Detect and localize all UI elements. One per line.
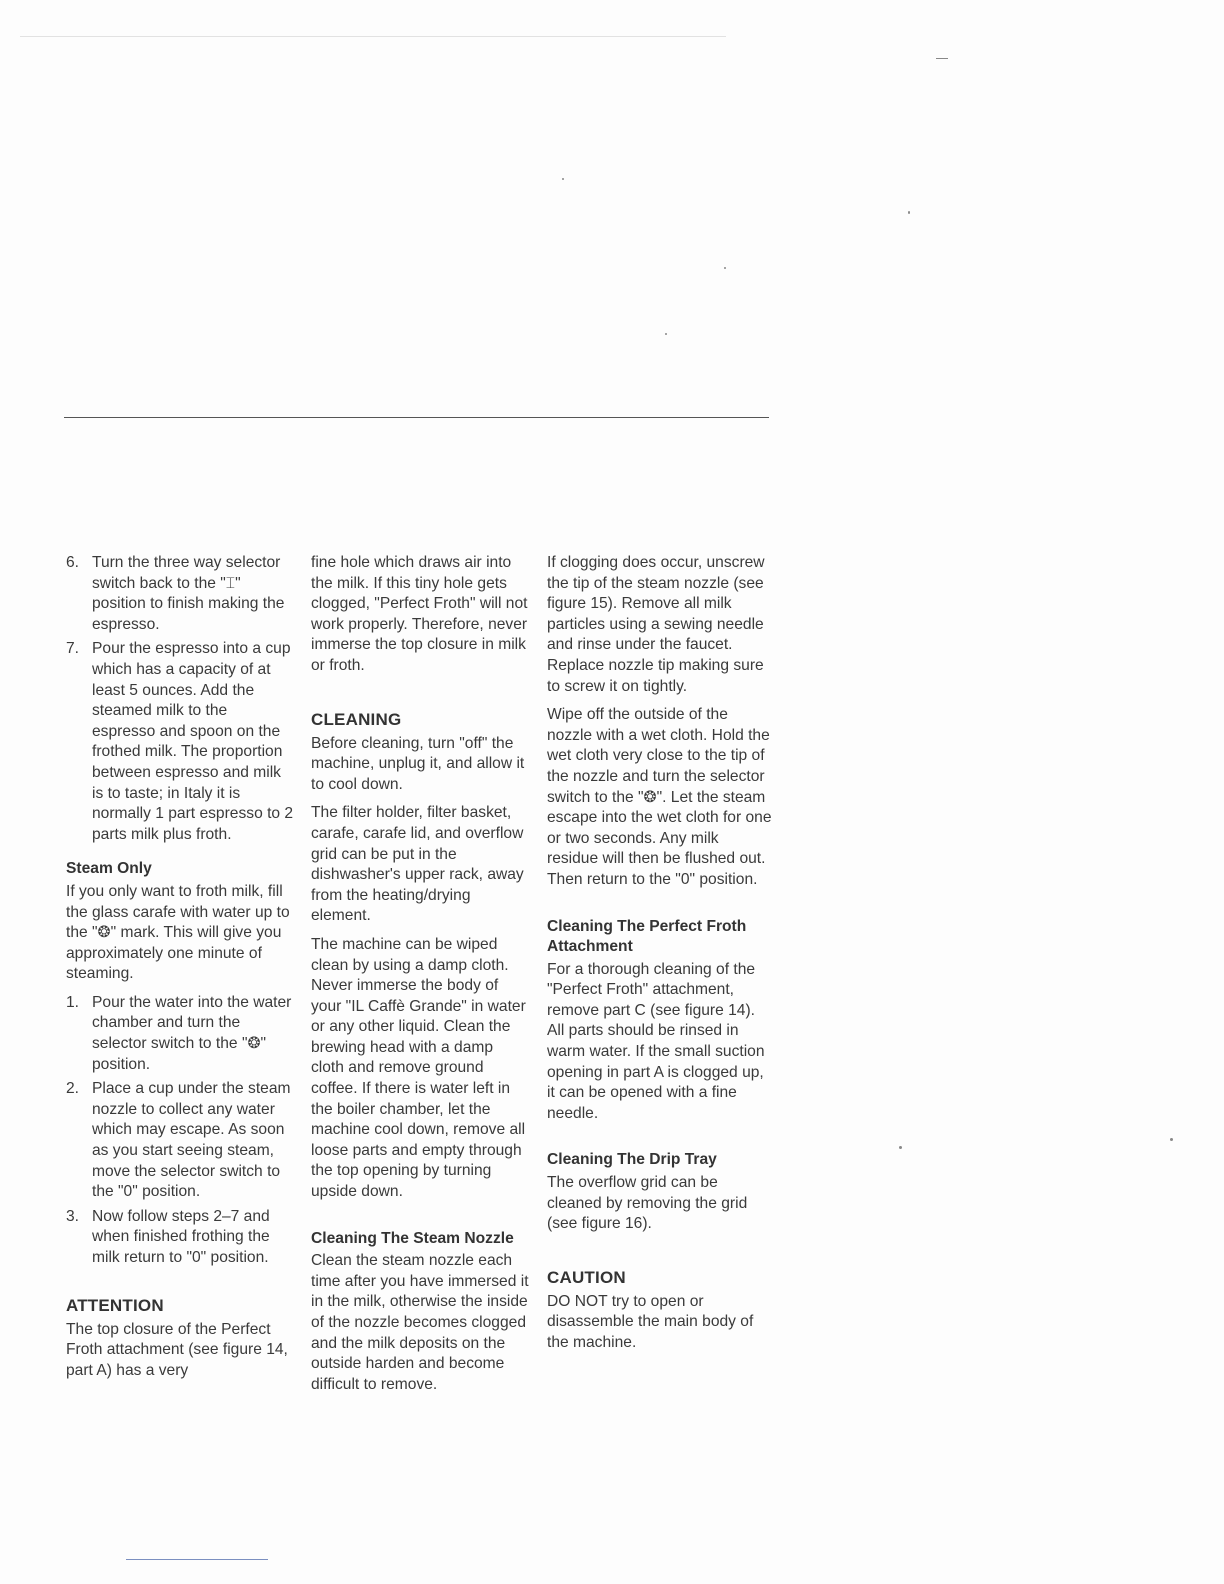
step-number: 6. bbox=[66, 554, 80, 571]
cleaning-paragraph: The filter holder, filter basket, carafe, carafe lid, and overflow grid can be put in the dishwasher's upper rack, away from the heating/drying element. bbox=[311, 804, 524, 925]
caution-text: DO NOT try to open or disassemble the main body of the machine. bbox=[547, 1292, 754, 1351]
list-item bbox=[66, 553, 294, 635]
steam-nozzle-heading: Cleaning The Steam Nozzle bbox=[311, 1229, 514, 1247]
step-text: Pour the espresso into a cup which has a capacity of at least 5 ounces. Add the steamed milk to the espresso and spoon on the frothed milk. The proportion between espresso and milk is to taste; in Italy it is normally 1 part espresso to 2 parts milk plus froth. bbox=[92, 640, 294, 843]
step-number: 2. bbox=[66, 1080, 80, 1098]
scan-speck bbox=[724, 267, 726, 269]
cleaning-paragraph: The machine can be wiped clean by using a damp cloth. Never immerse the body of your "IL Caffè Grande" in water or any other liquid. Clean the brewing head with a damp cloth and remove ground coffee. If there is water left in the boiler chamber, let the machine cool down, remove all loose parts and empty through the top opening by turning upside down. bbox=[311, 935, 526, 1201]
scan-speck bbox=[908, 211, 910, 214]
clogging-text: If clogging does occur, unscrew the tip of the steam nozzle (see figure 15). Remove all milk particles using a sewing needle and rinse under the faucet. Replace nozzle tip making sure to screw it on tightly. bbox=[547, 554, 765, 695]
step-number: 3. bbox=[66, 1207, 80, 1225]
steam-nozzle-text: Clean the steam nozzle each time after you have immersed it in the milk, otherwise the inside of the nozzle becomes clogged and the milk deposits on the outside harden and become difficult to remove. bbox=[311, 1252, 529, 1393]
steps-list bbox=[66, 553, 294, 845]
section-divider bbox=[64, 417, 769, 418]
step-number: 7. bbox=[66, 640, 80, 658]
step-text: Turn the three way selector switch back to the "⌶" position to finish making the espresso. bbox=[92, 554, 285, 633]
column-1 bbox=[66, 553, 294, 1389]
column-3 bbox=[547, 553, 773, 1362]
scan-artifact-line bbox=[20, 36, 726, 37]
steam-only-intro: If you only want to froth milk, fill the glass carafe with water up to the "❂" mark. This will give you approximately one minute of steaming. bbox=[66, 882, 290, 983]
caution-heading: CAUTION bbox=[547, 1267, 626, 1287]
list-item bbox=[66, 639, 294, 845]
list-item bbox=[66, 993, 294, 1075]
cleaning-heading: CLEANING bbox=[311, 709, 402, 729]
steam-only-heading: Steam Only bbox=[66, 860, 152, 878]
scan-artifact-line-bottom bbox=[126, 1559, 268, 1560]
perfect-froth-heading: Cleaning The Perfect Froth Attachment bbox=[547, 917, 747, 956]
continued-text: fine hole which draws air into the milk. If this tiny hole gets clogged, "Perfect Froth" will not work properly. Therefore, never immerse the top closure in milk or froth. bbox=[311, 554, 528, 674]
step-text: Place a cup under the steam nozzle to collect any water which may escape. As soon as you start seeing steam, move the selector switch to the "0" position. bbox=[92, 1080, 291, 1201]
drip-tray-heading: Cleaning The Drip Tray bbox=[547, 1151, 717, 1169]
column-2 bbox=[311, 553, 529, 1403]
wipe-text: Wipe off the outside of the nozzle with a wet cloth. Hold the wet cloth very close to the tip of the nozzle and turn the selector switch to the "❂". Let the steam escape into the wet cloth for one or two seconds. Any milk residue will then be flushed out. Then return to the "0" position. bbox=[547, 706, 772, 888]
steam-steps-list bbox=[66, 993, 294, 1269]
list-item bbox=[66, 1207, 294, 1269]
attention-text: The top closure of the Perfect Froth attachment (see figure 14, part A) has a very bbox=[66, 1320, 288, 1379]
step-text: Now follow steps 2–7 and when finished frothing the milk return to "0" position. bbox=[92, 1207, 270, 1266]
attention-heading: ATTENTION bbox=[66, 1295, 164, 1315]
scan-speck bbox=[899, 1146, 902, 1149]
drip-tray-text: The overflow grid can be cleaned by removing the grid (see figure 16). bbox=[547, 1174, 748, 1233]
perfect-froth-text: For a thorough cleaning of the "Perfect Froth" attachment, remove part C (see figure 14). All parts should be rinsed in warm water. If the small suction opening in part A is clogged up, it can be opened with a fine needle. bbox=[547, 960, 765, 1122]
list-item bbox=[66, 1079, 294, 1203]
cleaning-paragraph: Before cleaning, turn "off" the machine, unplug it, and allow it to cool down. bbox=[311, 734, 525, 793]
scan-speck bbox=[1170, 1138, 1173, 1141]
scan-speck bbox=[936, 58, 948, 59]
scan-speck bbox=[665, 333, 667, 335]
step-text: Pour the water into the water chamber and turn the selector switch to the "❂" position. bbox=[92, 993, 292, 1073]
step-number: 1. bbox=[66, 993, 80, 1011]
scan-speck bbox=[562, 178, 564, 180]
